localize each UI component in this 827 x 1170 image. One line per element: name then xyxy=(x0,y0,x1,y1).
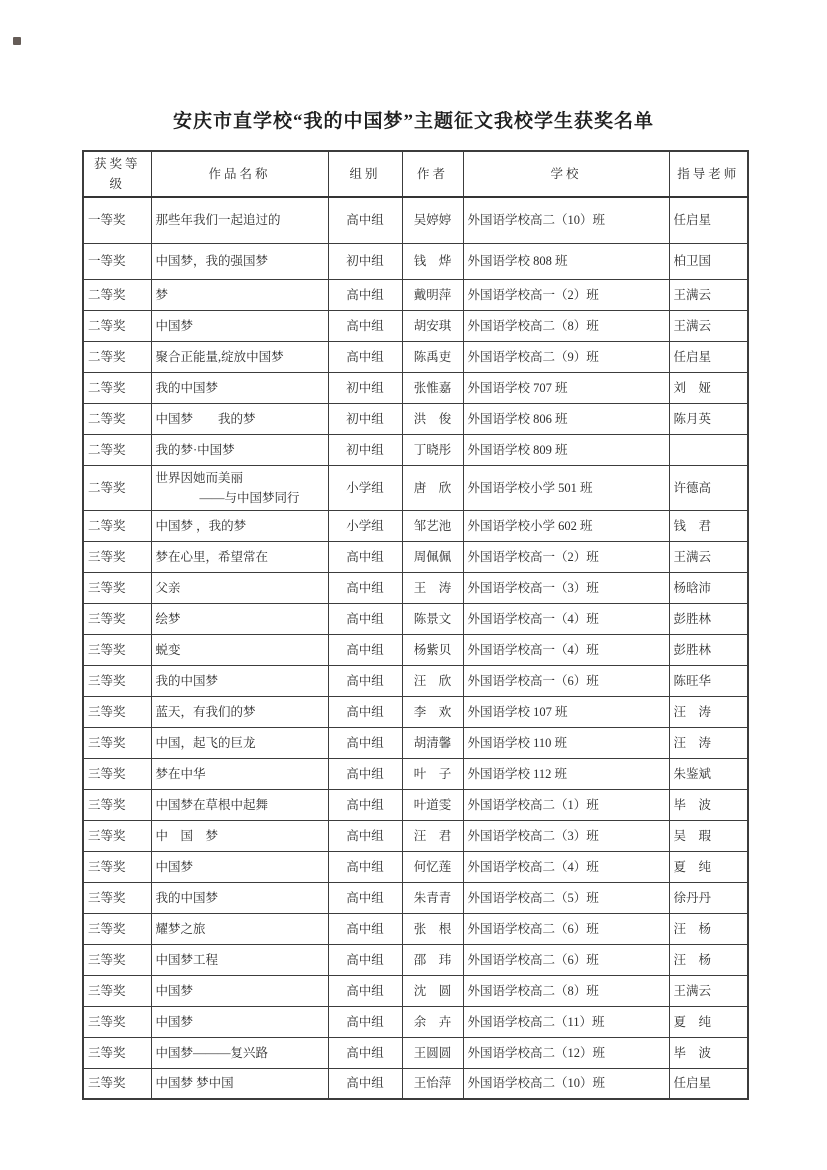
teacher-cell: 汪 杨 xyxy=(669,913,748,944)
teacher-cell: 任启星 xyxy=(669,197,748,243)
work-title-line: ——与中国梦同行 xyxy=(199,490,300,505)
award-level-cell: 二等奖 xyxy=(83,403,151,434)
work-title-cell xyxy=(151,665,328,696)
school-cell: 外国语学校高二（12）班 xyxy=(463,1037,669,1068)
header-author: 作者 xyxy=(402,151,463,197)
award-level-cell: 三等奖 xyxy=(83,820,151,851)
author-cell: 沈 圆 xyxy=(402,975,463,1006)
school-cell: 外国语学校高一（6）班 xyxy=(463,665,669,696)
work-title-cell xyxy=(151,372,328,403)
work-title-line: 中国梦在草根中起舞 xyxy=(155,797,269,812)
school-cell: 外国语学校 112 班 xyxy=(463,758,669,789)
work-title-line: 梦在心里，希望常在 xyxy=(155,549,269,564)
work-title-line: 中国梦 xyxy=(155,318,194,333)
work-title-line: 中国梦，我的强国梦 xyxy=(155,254,269,268)
work-title-line: 我的梦·中国梦 xyxy=(155,442,235,457)
work-title-cell xyxy=(151,310,328,341)
work-title-cell xyxy=(151,975,328,1006)
school-cell: 外国语学校 107 班 xyxy=(463,696,669,727)
group-cell: 高中组 xyxy=(328,197,402,243)
group-cell: 高中组 xyxy=(328,820,402,851)
award-level-cell: 三等奖 xyxy=(83,541,151,572)
group-cell: 高中组 xyxy=(328,1037,402,1068)
work-title-cell xyxy=(151,913,328,944)
teacher-cell: 任启星 xyxy=(669,1068,748,1099)
author-cell: 余 卉 xyxy=(402,1006,463,1037)
teacher-cell: 彭胜林 xyxy=(669,603,748,634)
teacher-cell: 朱鉴斌 xyxy=(669,758,748,789)
school-cell: 外国语学校高二（10）班 xyxy=(463,1068,669,1099)
award-level-cell: 三等奖 xyxy=(83,603,151,634)
work-title-cell xyxy=(151,572,328,603)
award-level-cell: 三等奖 xyxy=(83,975,151,1006)
school-cell: 外国语学校高一（4）班 xyxy=(463,634,669,665)
group-cell: 高中组 xyxy=(328,603,402,634)
teacher-cell: 毕 波 xyxy=(669,1037,748,1068)
table-row xyxy=(83,572,748,603)
table-row xyxy=(83,465,748,510)
table-row xyxy=(83,1037,748,1068)
award-level-cell: 三等奖 xyxy=(83,634,151,665)
group-cell: 高中组 xyxy=(328,634,402,665)
work-title-cell xyxy=(151,1037,328,1068)
award-level-cell: 三等奖 xyxy=(83,1068,151,1099)
author-cell: 胡安琪 xyxy=(402,310,463,341)
work-title-cell xyxy=(151,696,328,727)
work-title-line: 中国梦 ，我的梦 xyxy=(155,518,247,533)
award-level-cell: 二等奖 xyxy=(83,434,151,465)
teacher-cell: 柏卫国 xyxy=(669,243,748,279)
work-title-line: 中国梦 xyxy=(155,1014,194,1029)
table-row xyxy=(83,541,748,572)
teacher-cell: 刘 娅 xyxy=(669,372,748,403)
group-cell: 高中组 xyxy=(328,975,402,1006)
author-cell: 王怡萍 xyxy=(402,1068,463,1099)
teacher-cell: 王满云 xyxy=(669,310,748,341)
work-title-line: 绘梦 xyxy=(155,611,181,626)
school-cell: 外国语学校高二（4）班 xyxy=(463,851,669,882)
group-cell: 高中组 xyxy=(328,789,402,820)
school-cell: 外国语学校 707 班 xyxy=(463,372,669,403)
work-title-cell xyxy=(151,789,328,820)
teacher-cell: 徐丹丹 xyxy=(669,882,748,913)
award-level-cell: 二等奖 xyxy=(83,279,151,310)
table-row xyxy=(83,789,748,820)
group-cell: 初中组 xyxy=(328,403,402,434)
work-title-line: 聚合正能量,绽放中国梦 xyxy=(155,349,284,364)
teacher-cell: 汪 涛 xyxy=(669,727,748,758)
table-row xyxy=(83,975,748,1006)
work-title-cell xyxy=(151,1006,328,1037)
teacher-cell: 王满云 xyxy=(669,541,748,572)
teacher-cell: 许德高 xyxy=(669,465,748,510)
work-title-cell xyxy=(151,820,328,851)
work-title-line: 中国梦工程 xyxy=(155,952,219,967)
award-level-cell: 二等奖 xyxy=(83,372,151,403)
work-title-cell xyxy=(151,510,328,541)
table-row xyxy=(83,913,748,944)
work-title-line: 中国梦 梦中国 xyxy=(155,1076,234,1091)
teacher-cell: 汪 杨 xyxy=(669,944,748,975)
group-cell: 初中组 xyxy=(328,434,402,465)
work-title-line: 那些年我们一起追过的 xyxy=(155,213,281,228)
work-title-line: 中国梦 xyxy=(155,983,194,998)
author-cell: 周佩佩 xyxy=(402,541,463,572)
table-row xyxy=(83,696,748,727)
award-level-cell: 三等奖 xyxy=(83,727,151,758)
page-title: 安庆市直学校“我的中国梦”主题征文我校学生获奖名单 xyxy=(172,111,654,132)
table-row xyxy=(83,727,748,758)
school-cell: 外国语学校小学 602 班 xyxy=(463,510,669,541)
award-level-cell: 三等奖 xyxy=(83,696,151,727)
work-title-line: 耀梦之旅 xyxy=(155,921,206,936)
work-title-line: 中国梦 我的梦 xyxy=(155,411,256,426)
table-row xyxy=(83,372,748,403)
author-cell: 王 涛 xyxy=(402,572,463,603)
awards-table xyxy=(82,150,749,1100)
table-row xyxy=(83,634,748,665)
award-level-cell: 三等奖 xyxy=(83,1037,151,1068)
author-cell: 张惟嘉 xyxy=(402,372,463,403)
work-title-cell xyxy=(151,541,328,572)
teacher-cell: 王满云 xyxy=(669,975,748,1006)
teacher-cell: 王满云 xyxy=(669,279,748,310)
group-cell: 高中组 xyxy=(328,541,402,572)
author-cell: 唐 欣 xyxy=(402,465,463,510)
work-title-line: 蓝天，有我们的梦 xyxy=(155,704,256,719)
header-work-title: 作品名称 xyxy=(151,151,328,197)
award-level-cell: 一等奖 xyxy=(83,243,151,279)
school-cell: 外国语学校高一（4）班 xyxy=(463,603,669,634)
work-title-cell xyxy=(151,465,328,510)
work-title-cell xyxy=(151,243,328,279)
school-cell: 外国语学校高二（6）班 xyxy=(463,944,669,975)
author-cell: 汪 欣 xyxy=(402,665,463,696)
work-title-cell xyxy=(151,341,328,372)
group-cell: 高中组 xyxy=(328,727,402,758)
school-cell: 外国语学校高二（5）班 xyxy=(463,882,669,913)
table-row xyxy=(83,243,748,279)
work-title-cell xyxy=(151,603,328,634)
award-level-cell: 三等奖 xyxy=(83,944,151,975)
school-cell: 外国语学校 110 班 xyxy=(463,727,669,758)
header-teacher: 指导老师 xyxy=(669,151,748,197)
teacher-cell: 陈月英 xyxy=(669,403,748,434)
author-cell: 陈禹吏 xyxy=(402,341,463,372)
teacher-cell: 汪 涛 xyxy=(669,696,748,727)
author-cell: 李 欢 xyxy=(402,696,463,727)
teacher-cell xyxy=(669,434,748,465)
header-school: 学校 xyxy=(463,151,669,197)
group-cell: 小学组 xyxy=(328,510,402,541)
school-cell: 外国语学校高二（1）班 xyxy=(463,789,669,820)
school-cell: 外国语学校 808 班 xyxy=(463,243,669,279)
school-cell: 外国语学校 809 班 xyxy=(463,434,669,465)
table-row xyxy=(83,820,748,851)
school-cell: 外国语学校高二（10）班 xyxy=(463,197,669,243)
work-title-cell xyxy=(151,403,328,434)
group-cell: 小学组 xyxy=(328,465,402,510)
teacher-cell: 陈旺华 xyxy=(669,665,748,696)
work-title-line: 梦在中华 xyxy=(155,766,206,781)
author-cell: 戴明萍 xyxy=(402,279,463,310)
award-level-cell: 三等奖 xyxy=(83,882,151,913)
group-cell: 高中组 xyxy=(328,1068,402,1099)
work-title-cell xyxy=(151,758,328,789)
school-cell: 外国语学校高二（9）班 xyxy=(463,341,669,372)
school-cell: 外国语学校高二（6）班 xyxy=(463,913,669,944)
author-cell: 钱 烨 xyxy=(402,243,463,279)
author-cell: 张 根 xyxy=(402,913,463,944)
school-cell: 外国语学校高二（3）班 xyxy=(463,820,669,851)
author-cell: 叶道雯 xyxy=(402,789,463,820)
author-cell: 邵 玮 xyxy=(402,944,463,975)
work-title-line: 父亲 xyxy=(155,580,181,595)
header-award-level: 获奖等级 xyxy=(83,151,151,197)
teacher-cell: 夏 纯 xyxy=(669,851,748,882)
work-title-cell xyxy=(151,882,328,913)
award-level-cell: 三等奖 xyxy=(83,913,151,944)
table-row xyxy=(83,665,748,696)
group-cell: 高中组 xyxy=(328,572,402,603)
group-cell: 高中组 xyxy=(328,944,402,975)
award-level-cell: 三等奖 xyxy=(83,789,151,820)
table-row xyxy=(83,434,748,465)
teacher-cell: 杨晗沛 xyxy=(669,572,748,603)
work-title-line: 蜕变 xyxy=(155,642,181,657)
table-row xyxy=(83,851,748,882)
award-level-cell: 二等奖 xyxy=(83,510,151,541)
school-cell: 外国语学校高一（3）班 xyxy=(463,572,669,603)
work-title-line: 我的中国梦 xyxy=(155,890,219,905)
group-cell: 高中组 xyxy=(328,341,402,372)
award-level-cell: 三等奖 xyxy=(83,1006,151,1037)
award-level-cell: 三等奖 xyxy=(83,665,151,696)
group-cell: 高中组 xyxy=(328,1006,402,1037)
work-title-cell xyxy=(151,944,328,975)
teacher-cell: 钱 君 xyxy=(669,510,748,541)
teacher-cell: 彭胜林 xyxy=(669,634,748,665)
author-cell: 吴婷婷 xyxy=(402,197,463,243)
work-title-cell xyxy=(151,434,328,465)
work-title-line: 中 国 梦 xyxy=(155,828,219,843)
group-cell: 高中组 xyxy=(328,851,402,882)
work-title-line: 中国，起飞的巨龙 xyxy=(155,735,256,750)
group-cell: 初中组 xyxy=(328,243,402,279)
work-title-line: 世界因她而美丽 xyxy=(155,470,244,485)
group-cell: 高中组 xyxy=(328,758,402,789)
author-cell: 丁晓彤 xyxy=(402,434,463,465)
group-cell: 高中组 xyxy=(328,913,402,944)
table-row xyxy=(83,944,748,975)
work-title-line: 梦 xyxy=(155,287,169,302)
work-title-cell xyxy=(151,851,328,882)
group-cell: 高中组 xyxy=(328,882,402,913)
teacher-cell: 夏 纯 xyxy=(669,1006,748,1037)
table-row xyxy=(83,341,748,372)
table-row xyxy=(83,279,748,310)
school-cell: 外国语学校高一（2）班 xyxy=(463,541,669,572)
group-cell: 高中组 xyxy=(328,279,402,310)
work-title-line: 我的中国梦 xyxy=(155,673,219,688)
table-row xyxy=(83,197,748,243)
award-level-cell: 二等奖 xyxy=(83,310,151,341)
table-row xyxy=(83,758,748,789)
teacher-cell: 任启星 xyxy=(669,341,748,372)
author-cell: 陈景文 xyxy=(402,603,463,634)
scan-artifact xyxy=(13,37,21,45)
author-cell: 叶 子 xyxy=(402,758,463,789)
award-level-cell: 二等奖 xyxy=(83,465,151,510)
award-level-cell: 一等奖 xyxy=(83,197,151,243)
header-group: 组别 xyxy=(328,151,402,197)
work-title-cell xyxy=(151,1068,328,1099)
author-cell: 杨紫贝 xyxy=(402,634,463,665)
work-title-line: 我的中国梦 xyxy=(155,380,219,395)
teacher-cell: 毕 波 xyxy=(669,789,748,820)
author-cell: 朱青青 xyxy=(402,882,463,913)
school-cell: 外国语学校小学 501 班 xyxy=(463,465,669,510)
school-cell: 外国语学校高二（11）班 xyxy=(463,1006,669,1037)
work-title-cell xyxy=(151,727,328,758)
table-row xyxy=(83,882,748,913)
author-cell: 邹艺池 xyxy=(402,510,463,541)
table-row xyxy=(83,510,748,541)
award-level-cell: 三等奖 xyxy=(83,851,151,882)
work-title-cell xyxy=(151,279,328,310)
author-cell: 胡清馨 xyxy=(402,727,463,758)
work-title-line: 中国梦 xyxy=(155,859,194,874)
author-cell: 洪 俊 xyxy=(402,403,463,434)
school-cell: 外国语学校高二（8）班 xyxy=(463,975,669,1006)
table-row xyxy=(83,310,748,341)
school-cell: 外国语学校高一（2）班 xyxy=(463,279,669,310)
work-title-cell xyxy=(151,197,328,243)
table-header-row xyxy=(83,151,748,197)
author-cell: 何忆莲 xyxy=(402,851,463,882)
table-row xyxy=(83,603,748,634)
author-cell: 王圆圆 xyxy=(402,1037,463,1068)
award-level-cell: 三等奖 xyxy=(83,758,151,789)
work-title-line: 中国梦———复兴路 xyxy=(155,1045,269,1060)
school-cell: 外国语学校 806 班 xyxy=(463,403,669,434)
author-cell: 汪 君 xyxy=(402,820,463,851)
table-row xyxy=(83,1068,748,1099)
table-row xyxy=(83,1006,748,1037)
group-cell: 高中组 xyxy=(328,696,402,727)
group-cell: 初中组 xyxy=(328,372,402,403)
teacher-cell: 吴 瑕 xyxy=(669,820,748,851)
group-cell: 高中组 xyxy=(328,310,402,341)
table-row xyxy=(83,403,748,434)
work-title-cell xyxy=(151,634,328,665)
award-level-cell: 二等奖 xyxy=(83,341,151,372)
group-cell: 高中组 xyxy=(328,665,402,696)
award-level-cell: 三等奖 xyxy=(83,572,151,603)
school-cell: 外国语学校高二（8）班 xyxy=(463,310,669,341)
